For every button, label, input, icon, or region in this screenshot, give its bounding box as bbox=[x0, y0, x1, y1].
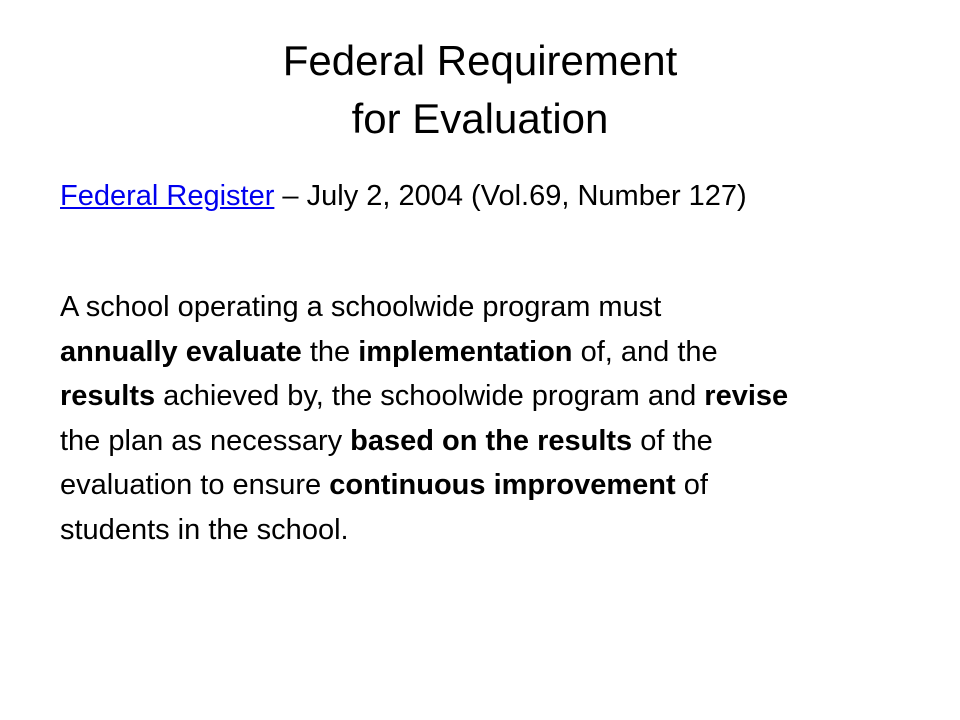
emphasis-annually-evaluate: annually evaluate bbox=[60, 335, 302, 368]
slide-title bbox=[60, 32, 900, 148]
paragraph-line-6 bbox=[60, 508, 910, 553]
emphasis-results: results bbox=[60, 380, 156, 412]
requirement-paragraph bbox=[60, 285, 910, 552]
text-segment: evaluation to ensure bbox=[60, 469, 330, 501]
paragraph-line-4 bbox=[60, 419, 910, 464]
text-segment: the plan as necessary bbox=[60, 424, 351, 457]
text-segment: the bbox=[301, 335, 359, 368]
source-citation bbox=[60, 175, 920, 217]
emphasis-implementation: implementation bbox=[358, 335, 573, 368]
emphasis-continuous-improvement: continuous improvement bbox=[329, 469, 676, 501]
citation-details: – July 2, 2004 (Vol.69, Number 127) bbox=[274, 180, 747, 212]
paragraph-line-5 bbox=[60, 463, 910, 508]
emphasis-revise: revise bbox=[704, 380, 789, 412]
title-line-2: for Evaluation bbox=[351, 95, 609, 142]
text-segment: of, and the bbox=[572, 335, 718, 368]
text-segment: of the bbox=[632, 424, 713, 457]
paragraph-line-3 bbox=[60, 374, 910, 419]
text-segment: A school operating a schoolwide program must bbox=[60, 291, 662, 323]
title-line-1: Federal Requirement bbox=[282, 37, 678, 84]
paragraph-line-2 bbox=[60, 330, 910, 375]
text-segment: of bbox=[675, 469, 708, 501]
text-segment: achieved by, the schoolwide program and bbox=[155, 380, 705, 412]
emphasis-based-on-results: based on the results bbox=[350, 424, 633, 457]
paragraph-line-1 bbox=[60, 285, 910, 330]
text-segment: students in the school. bbox=[60, 513, 349, 546]
federal-register-link[interactable]: Federal Register bbox=[60, 180, 275, 212]
